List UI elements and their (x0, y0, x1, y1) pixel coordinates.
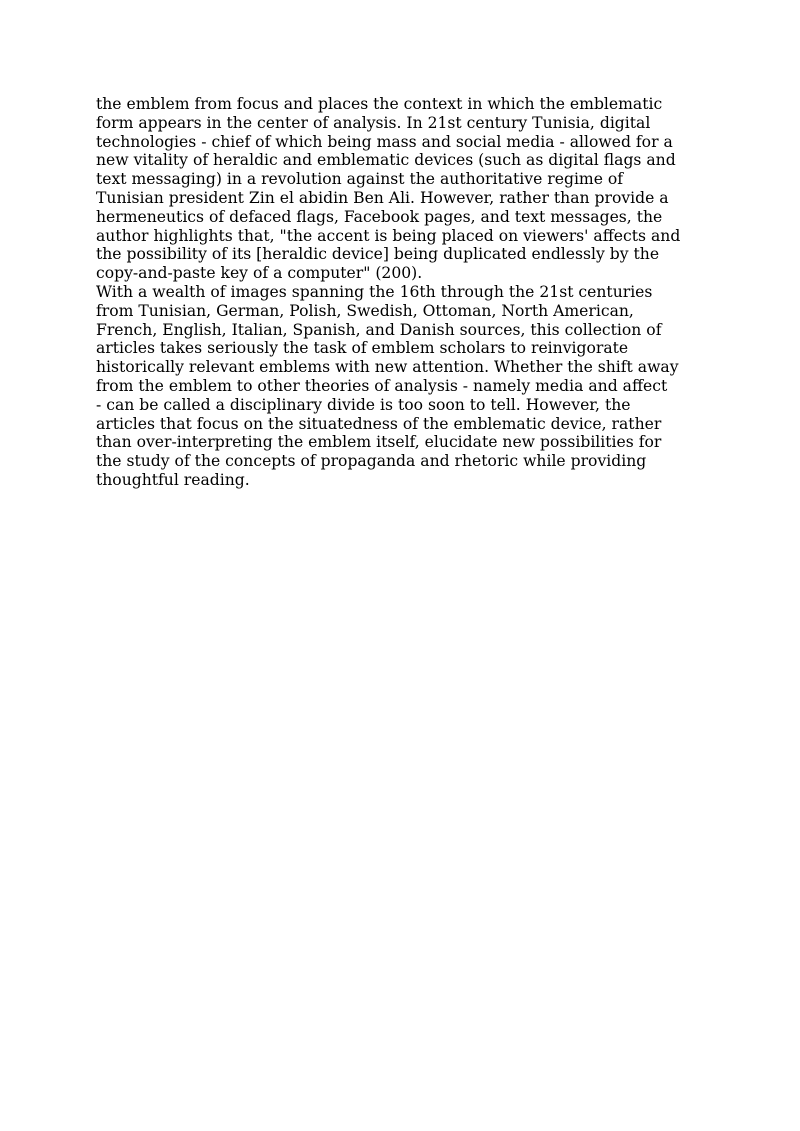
text-line: the possibility of its [heraldic device] being duplicated endlessly by the (96, 245, 660, 264)
text-line: the emblem from focus and places the context in which the emblematic (96, 95, 663, 113)
text-line: hermeneutics of defaced flags, Facebook pages, and text messages, the (96, 207, 663, 226)
text-line: text messaging) in a revolution against the authoritative regime of (96, 170, 624, 189)
body-text (96, 95, 706, 490)
text-line: articles takes seriously the task of emblem scholars to reinvigorate (96, 339, 629, 358)
text-line: historically relevant emblems with new attention. Whether the shift away (96, 358, 679, 377)
text-line: from the emblem to other theories of analysis - namely media and affect (96, 376, 668, 395)
text-line: copy-and-paste key of a computer" (200). (96, 264, 423, 283)
text-line: new vitality of heraldic and emblematic devices (such as digital flags and (96, 151, 676, 170)
text-line: than over-interpreting the emblem itself, elucidate new possibilities for (96, 433, 662, 452)
text-line: With a wealth of images spanning the 16th through the 21st centuries (96, 282, 653, 301)
text-line: form appears in the center of analysis. In 21st century Tunisia, digital (96, 113, 651, 132)
text-line: from Tunisian, German, Polish, Swedish, Ottoman, North American, (96, 301, 634, 320)
text-line: author highlights that, "the accent is being placed on viewers' affects and (96, 226, 681, 245)
text-line: thoughtful reading. (96, 470, 250, 489)
text-line: articles that focus on the situatedness of the emblematic device, rather (96, 414, 662, 433)
text-line: the study of the concepts of propaganda and rhetoric while providing (96, 452, 647, 471)
text-line: - can be called a disciplinary divide is too soon to tell. However, the (96, 395, 631, 414)
text-line: French, English, Italian, Spanish, and Danish sources, this collection of (96, 320, 662, 339)
text-line: Tunisian president Zin el abidin Ben Ali. However, rather than provide a (96, 188, 669, 207)
text-line: technologies - chief of which being mass and social media - allowed for a (96, 132, 673, 151)
